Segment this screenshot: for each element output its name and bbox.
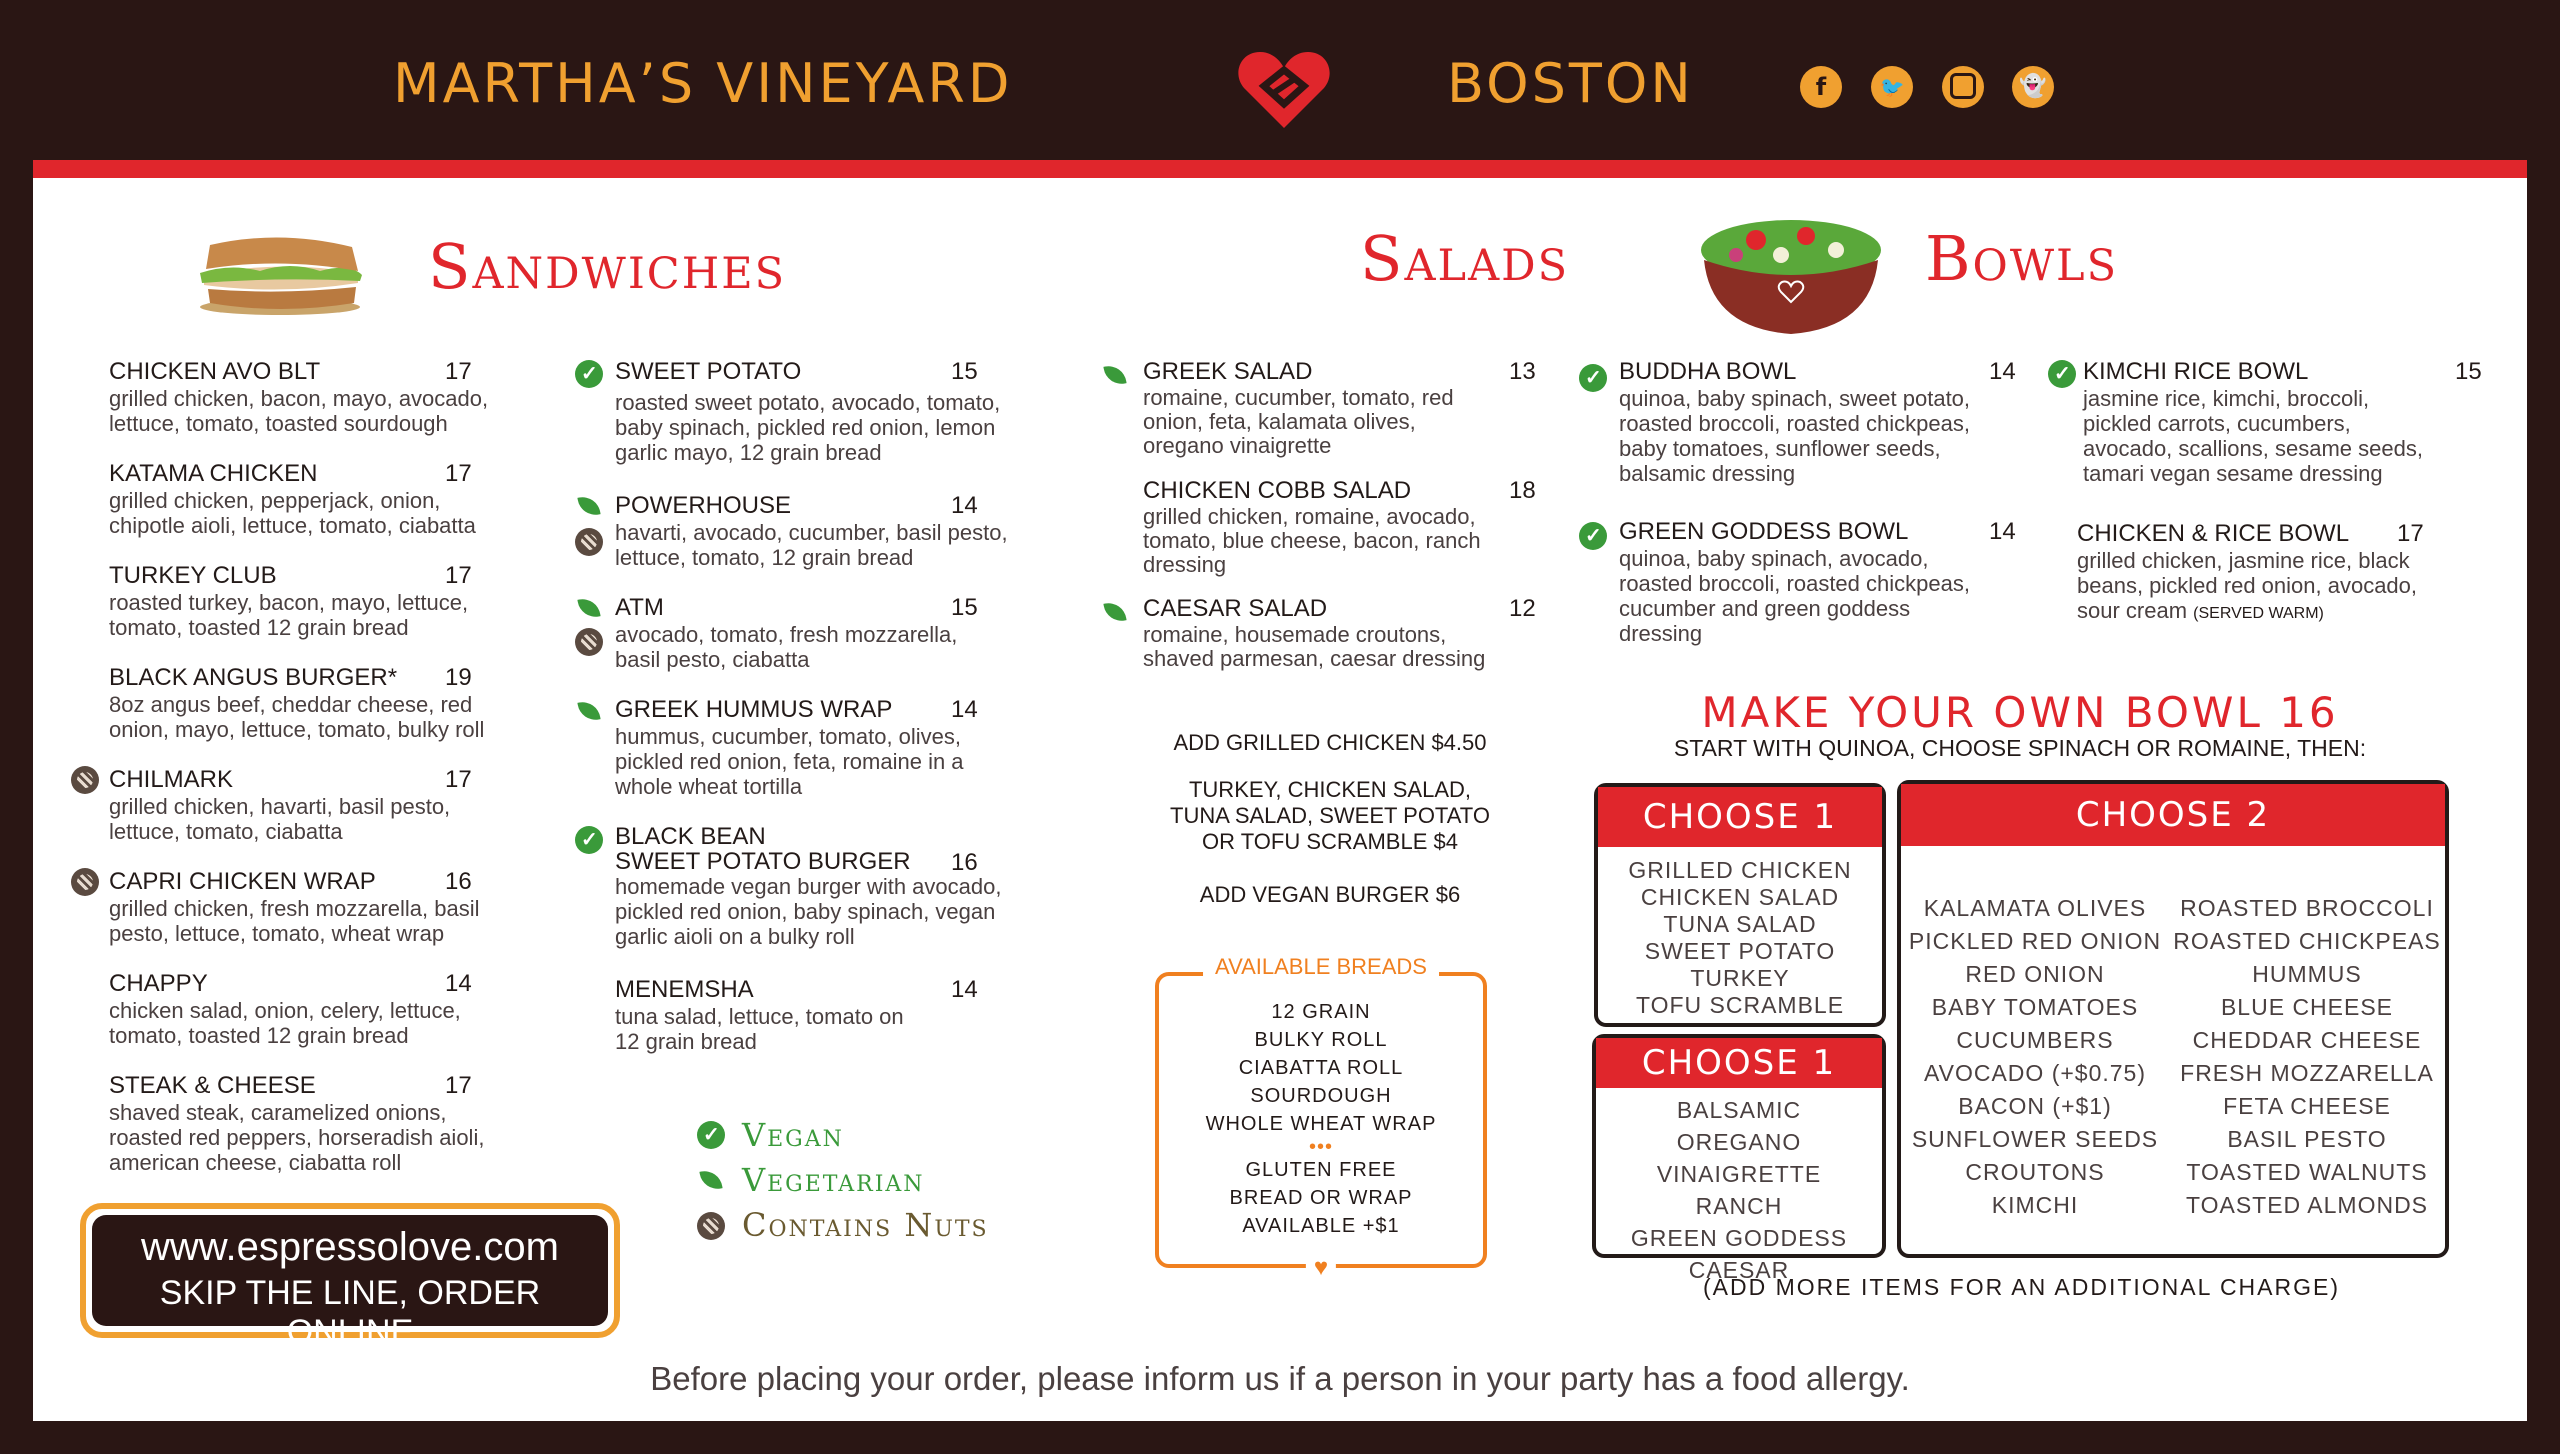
instagram-icon[interactable]: [1942, 66, 1984, 108]
bread-item: SOURDOUGH: [1250, 1085, 1392, 1107]
item-price: 17: [445, 766, 472, 793]
menu-item: [2083, 358, 2483, 486]
item-name: CHILMARK: [109, 766, 234, 793]
item-desc: grilled chicken, pepperjack, onion, chipotle aioli, lettuce, tomato, ciabatta: [109, 488, 476, 538]
contains-nuts-icon: [71, 868, 99, 896]
item-desc: grilled chicken, romaine, avocado, tomato, blue cheese, bacon, ranch dressing: [1143, 504, 1481, 577]
item-name: ATM: [615, 594, 664, 621]
vegan-icon: [575, 360, 603, 388]
choose2-box: [1897, 780, 2449, 1258]
item-price: 17: [445, 1072, 472, 1099]
bowl-option[interactable]: BLUE CHEESE: [2220, 994, 2394, 1020]
item-name: KIMCHI RICE BOWL: [2083, 358, 2309, 385]
contains-nuts-icon: [697, 1212, 725, 1240]
bread-item: WHOLE WHEAT WRAP: [1205, 1113, 1437, 1135]
vegetarian-icon: [575, 492, 603, 520]
vegan-icon: [575, 826, 603, 854]
item-name: CHICKEN & RICE BOWL: [2077, 520, 2350, 547]
menu-item: [109, 664, 529, 742]
online-tagline: SKIP THE LINE, ORDER ONLINE: [159, 1274, 541, 1351]
menu-item: [109, 766, 529, 844]
item-desc: tuna salad, lettuce, tomato on 12 grain bread: [615, 1004, 904, 1054]
menu-item: [109, 1072, 529, 1175]
twitter-icon[interactable]: 🐦: [1871, 66, 1913, 108]
choose2-header: CHOOSE 2: [1901, 784, 2445, 846]
item-name: BLACK ANGUS BURGER*: [109, 664, 398, 691]
item-desc: shaved steak, caramelized onions, roasted red peppers, horseradish aioli, american cheese, ciabatta roll: [109, 1100, 485, 1175]
vegan-icon: [697, 1121, 725, 1149]
bowl-option[interactable]: TOASTED ALMONDS: [2185, 1192, 2429, 1218]
menu-item: [109, 460, 529, 538]
item-price: 13: [1509, 358, 1536, 385]
location-boston: BOSTON: [1447, 52, 1694, 115]
item-price: 14: [951, 976, 978, 1003]
dots-divider-icon: •••: [1308, 1136, 1333, 1158]
item-desc: quinoa, baby spinach, sweet potato, roasted broccoli, roasted chickpeas, baby tomatoes, sunflower seeds, balsamic dressing: [1619, 386, 1971, 486]
location-martha: MARTHA’S VINEYARD: [393, 52, 1013, 115]
legend-contains-nuts: Contains Nuts: [742, 1206, 989, 1244]
item-desc: havarti, avocado, cucumber, basil pesto, lettuce, tomato, 12 grain bread: [615, 520, 1008, 570]
item-desc: chicken salad, onion, celery, lettuce, tomato, toasted 12 grain bread: [109, 998, 461, 1048]
item-desc: roasted sweet potato, avocado, tomato, baby spinach, pickled red onion, lemon garlic mayo, 12 grain bread: [615, 390, 1001, 465]
heart-logo-icon: [1238, 48, 1330, 130]
bowl-option[interactable]: CHEDDAR CHEESE: [2192, 1027, 2422, 1053]
item-price: 12: [1509, 595, 1536, 622]
salads-title: Salads: [1360, 222, 1570, 295]
bowl-option[interactable]: SWEET POTATO: [1644, 938, 1836, 964]
item-name: CHICKEN AVO BLT: [109, 358, 321, 385]
item-desc: grilled chicken, bacon, mayo, avocado, lettuce, tomato, toasted sourdough: [109, 386, 489, 436]
item-name: CAESAR SALAD: [1143, 595, 1328, 622]
add-more-note: (ADD MORE ITEMS FOR AN ADDITIONAL CHARGE): [1702, 1274, 2341, 1300]
vegan-icon: [2048, 360, 2076, 388]
bowl-option[interactable]: CHICKEN SALAD: [1640, 884, 1840, 910]
bowl-option[interactable]: ROASTED BROCCOLI: [2180, 895, 2434, 921]
item-name: KATAMA CHICKEN: [109, 460, 318, 487]
menu-item: [109, 358, 529, 436]
item-name: STEAK & CHEESE: [109, 1072, 316, 1099]
menu-item: [109, 868, 529, 946]
bowl-option[interactable]: HUMMUS: [2252, 961, 2362, 987]
legend-vegetarian: Vegetarian: [742, 1161, 925, 1199]
sandwiches-title: Sandwiches: [428, 230, 787, 303]
vegan-icon: [1579, 364, 1607, 392]
bowl-option[interactable]: KIMCHI: [1991, 1192, 2079, 1218]
item-price: 17: [445, 358, 472, 385]
choose1-protein-box: [1594, 783, 1886, 1027]
item-name: POWERHOUSE: [615, 492, 792, 519]
bowl-option[interactable]: SUNFLOWER SEEDS: [1911, 1126, 2159, 1152]
vegetarian-icon: [1101, 598, 1129, 626]
bowl-option[interactable]: AVOCADO (+$0.75): [1923, 1060, 2146, 1086]
item-name: MENEMSHA: [615, 976, 754, 1003]
addon-vegan-burger: ADD VEGAN BURGER $6: [1199, 882, 1461, 907]
item-name: GREEK SALAD: [1143, 358, 1313, 385]
menu-item: [615, 358, 1035, 465]
item-desc: quinoa, baby spinach, avocado, roasted broccoli, roasted chickpeas, cucumber and green goddess dressing: [1619, 546, 1970, 646]
small-heart-icon: ♥: [1306, 1256, 1336, 1280]
bowl-option[interactable]: KALAMATA OLIVES: [1923, 895, 2147, 921]
bowl-option[interactable]: TUNA SALAD: [1663, 911, 1817, 937]
legend-vegan: Vegan: [742, 1116, 844, 1154]
menu-item: [109, 970, 529, 1048]
menu-item: [1143, 358, 1543, 458]
menu-item: [615, 976, 1035, 1054]
item-price: 16: [951, 849, 978, 876]
item-desc: 8oz angus beef, cheddar cheese, red onion, mayo, lettuce, tomato, bulky roll: [109, 692, 485, 742]
item-price: 14: [951, 492, 978, 519]
make-your-own-title: MAKE YOUR OWN BOWL 16: [1701, 688, 2339, 737]
salad-bowl-illustration-icon: [1696, 210, 1886, 340]
contains-nuts-icon: [71, 766, 99, 794]
bowl-option[interactable]: PICKLED RED ONION: [1908, 928, 2162, 954]
bowl-option[interactable]: OREGANO VINAIGRETTE: [1656, 1129, 1822, 1187]
item-name: GREEK HUMMUS WRAP: [615, 696, 893, 723]
gluten-free-note: GLUTEN FREE BREAD OR WRAP AVAILABLE +$1: [1229, 1159, 1413, 1237]
bowls-title: Bowls: [1925, 222, 2119, 295]
item-price: 14: [951, 696, 978, 723]
menu-item: [1619, 518, 2019, 646]
vegetarian-icon: [575, 594, 603, 622]
bowl-option[interactable]: TURKEY: [1690, 965, 1790, 991]
served-warm-note: (SERVED WARM): [2193, 605, 2324, 622]
bread-item: BULKY ROLL: [1254, 1029, 1388, 1051]
item-name: CAPRI CHICKEN WRAP: [109, 868, 376, 895]
bowl-option[interactable]: FETA CHEESE: [2223, 1093, 2391, 1119]
item-name: BUDDHA BOWL: [1619, 358, 1797, 385]
item-name: CHAPPY: [109, 970, 208, 997]
choose1-dressing-box: [1592, 1034, 1886, 1283]
item-price: 15: [951, 594, 978, 621]
bowl-option[interactable]: RED ONION: [1965, 961, 2105, 987]
item-desc: jasmine rice, kimchi, broccoli, pickled carrots, cucumbers, avocado, scallions, sesame seeds, tamari vegan sesame dressing: [2083, 386, 2423, 486]
item-desc: homemade vegan burger with avocado, pickled red onion, baby spinach, vegan garlic aioli on a bulky roll: [615, 874, 1002, 949]
menu-item: [109, 562, 529, 640]
breads-title: AVAILABLE BREADS: [1203, 954, 1439, 980]
contains-nuts-icon: [575, 628, 603, 656]
bowl-option[interactable]: GRILLED CHICKEN: [1628, 857, 1852, 883]
menu-item: [615, 696, 1035, 799]
item-name: CHICKEN COBB SALAD: [1143, 477, 1412, 504]
bowl-option[interactable]: TOASTED WALNUTS: [2186, 1159, 2428, 1185]
item-desc: grilled chicken, fresh mozzarella, basil pesto, lettuce, tomato, wheat wrap: [109, 896, 480, 946]
make-your-own-subtitle: START WITH QUINOA, CHOOSE SPINACH OR ROMAINE, THEN:: [1673, 735, 2367, 761]
bowl-option[interactable]: CAESAR: [1688, 1257, 1790, 1283]
item-name: SWEET POTATO: [615, 358, 802, 385]
item-price: 17: [445, 460, 472, 487]
item-desc: grilled chicken, havarti, basil pesto, lettuce, tomato, ciabatta: [109, 794, 451, 844]
facebook-icon[interactable]: f: [1800, 66, 1842, 108]
addon-chicken: ADD GRILLED CHICKEN $4.50: [1173, 730, 1487, 755]
breads-box: [1155, 954, 1487, 1281]
item-desc-text: grilled chicken, jasmine rice, black beans, pickled red onion, avocado, sour cream: [2077, 548, 2418, 623]
vegetarian-icon: [697, 1166, 725, 1194]
item-name: TURKEY CLUB: [109, 562, 277, 589]
bowl-option[interactable]: FRESH MOZZARELLA: [2180, 1060, 2434, 1086]
bowl-option[interactable]: BABY TOMATOES: [1931, 994, 2139, 1020]
bowl-option[interactable]: GREEN GODDESS: [1630, 1225, 1848, 1251]
menu-item: [2077, 520, 2477, 626]
menu-item: [615, 492, 1035, 570]
choose1-dressing-header: CHOOSE 1: [1596, 1038, 1882, 1088]
item-price: 18: [1509, 477, 1536, 504]
item-desc: hummus, cucumber, tomato, olives, pickled red onion, feta, romaine in a whole wheat tortilla: [615, 724, 964, 799]
bowl-option[interactable]: RANCH: [1695, 1193, 1783, 1219]
bowl-option[interactable]: TOFU SCRAMBLE: [1635, 992, 1845, 1018]
item-price: 14: [1989, 358, 2016, 385]
vegan-icon: [1579, 522, 1607, 550]
item-price: 17: [445, 562, 472, 589]
addon-proteins: TURKEY, CHICKEN SALAD, TUNA SALAD, SWEET POTATO OR TOFU SCRAMBLE $4: [1170, 777, 1490, 854]
menu-item: [1143, 477, 1543, 577]
bread-item: CIABATTA ROLL: [1238, 1057, 1404, 1079]
contains-nuts-icon: [575, 528, 603, 556]
item-desc: [2077, 548, 2457, 626]
menu-item: [1143, 595, 1543, 671]
item-price: 15: [951, 358, 978, 385]
bowl-option[interactable]: CUCUMBERS: [1956, 1027, 2114, 1053]
item-desc: romaine, cucumber, tomato, red onion, feta, kalamata olives, oregano vinaigrette: [1143, 385, 1454, 458]
bowl-option[interactable]: BALSAMIC: [1676, 1097, 1802, 1123]
online-url[interactable]: www.espressolove.com: [141, 1225, 559, 1269]
bowl-option[interactable]: BASIL PESTO: [2227, 1126, 2387, 1152]
menu-item: [615, 824, 1035, 949]
vegetarian-icon: [575, 697, 603, 725]
item-price: 14: [1989, 518, 2016, 545]
allergy-note: Before placing your order, please inform us if a person in your party has a food allergy.: [650, 1360, 1910, 1397]
item-price: 17: [2397, 520, 2424, 547]
order-online-button[interactable]: [80, 1203, 620, 1351]
item-price: 15: [2455, 358, 2482, 385]
item-desc: roasted turkey, bacon, mayo, lettuce, tomato, toasted 12 grain bread: [109, 590, 469, 640]
item-price: 16: [445, 868, 472, 895]
item-name: BLACK BEAN SWEET POTATO BURGER: [615, 823, 911, 875]
sandwich-illustration-icon: [190, 233, 370, 318]
item-price: 19: [445, 664, 472, 691]
bowl-option[interactable]: ROASTED CHICKPEAS: [2173, 928, 2441, 954]
item-price: 14: [445, 970, 472, 997]
item-name: GREEN GODDESS BOWL: [1619, 518, 1909, 545]
bowl-option[interactable]: BACON (+$1): [1958, 1093, 2112, 1119]
bowl-option[interactable]: CROUTONS: [1965, 1159, 2105, 1185]
snapchat-icon[interactable]: 👻: [2012, 66, 2054, 108]
vegetarian-icon: [1101, 361, 1129, 389]
header-red-bar: [33, 160, 2527, 178]
menu-item: [1619, 358, 2019, 486]
item-desc: avocado, tomato, fresh mozzarella, basil pesto, ciabatta: [615, 622, 958, 672]
item-desc: romaine, housemade croutons, shaved parmesan, caesar dressing: [1143, 622, 1486, 671]
bread-item: 12 GRAIN: [1271, 1001, 1371, 1023]
choose1-protein-header: CHOOSE 1: [1598, 787, 1882, 847]
menu-item: [615, 594, 1035, 672]
